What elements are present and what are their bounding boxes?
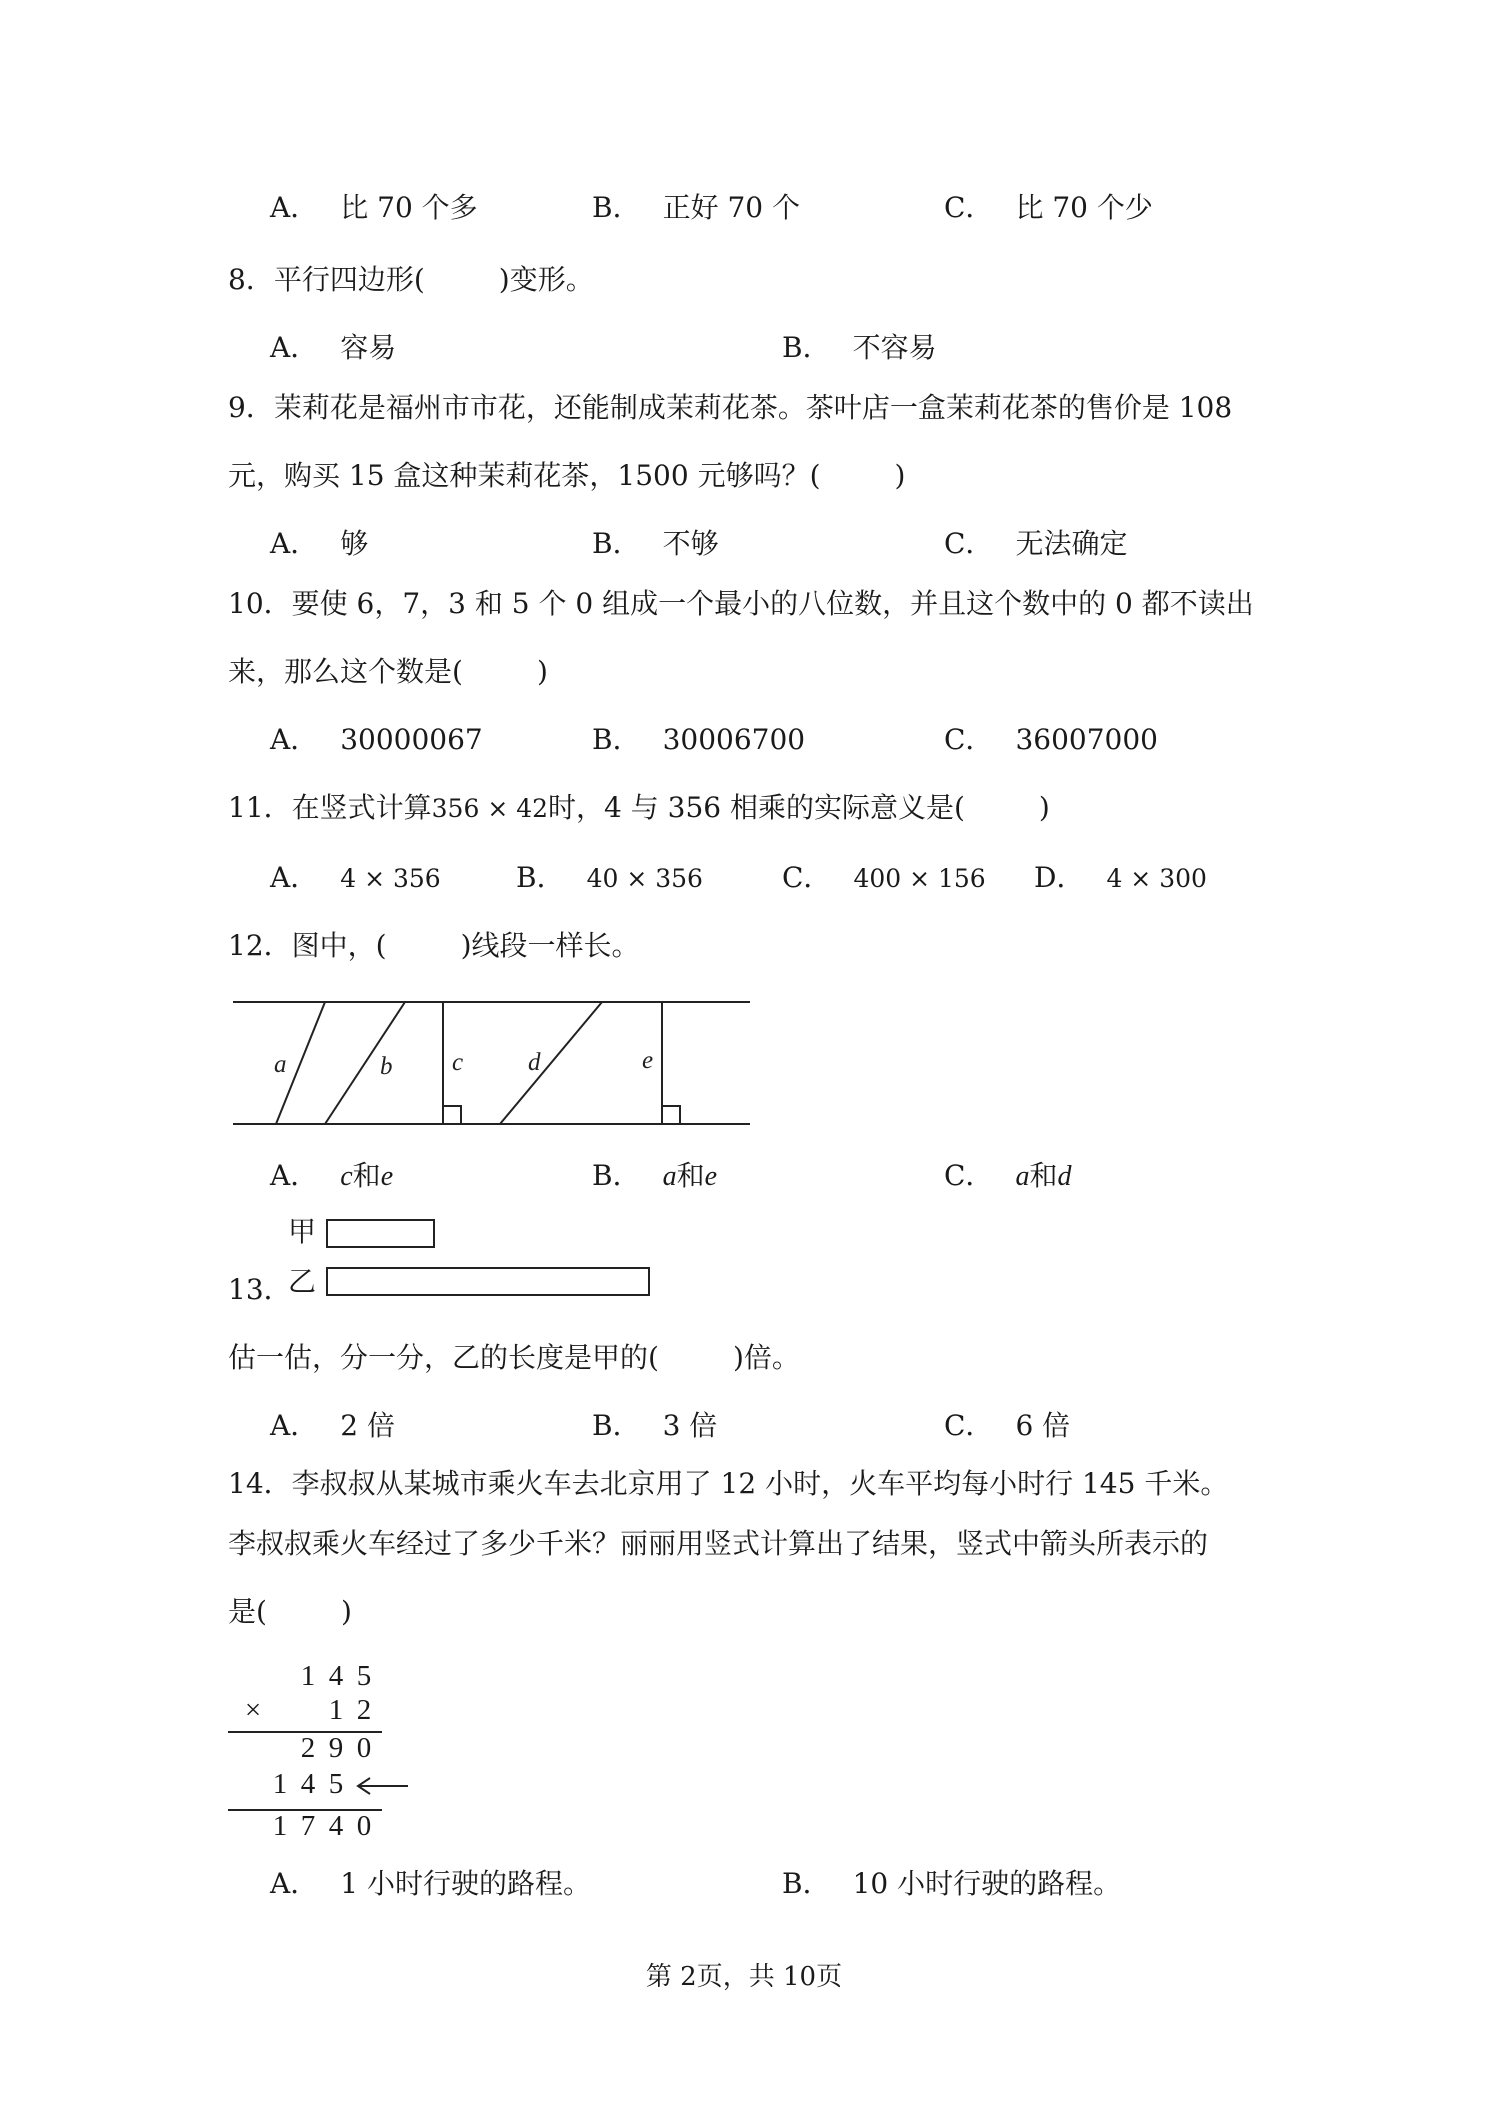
q13-option-a[interactable]: A． 2 倍 (270, 1409, 395, 1442)
right-angle-mark-c (443, 1106, 461, 1124)
label-jia: 甲 (288, 1215, 317, 1248)
partial2-digit: 1 (272, 1768, 288, 1800)
multiplier-digit: 2 (356, 1694, 372, 1726)
q14-stem-line3: 是( ) (228, 1595, 352, 1628)
segment-label-a: a (274, 1051, 287, 1078)
q10-option-a[interactable]: A． 30000067 (270, 723, 483, 756)
q12-option-c[interactable]: C． a和d (944, 1159, 1072, 1192)
result-digit: 1 (272, 1810, 288, 1842)
segment-label-c: c (452, 1049, 464, 1076)
q11-stem: 11．在竖式计算356 × 42时，4 与 356 相乘的实际意义是( ) (228, 791, 1050, 824)
partial1-digit: 9 (328, 1732, 344, 1764)
result-digit: 7 (300, 1810, 316, 1842)
q9-stem-line1: 9．茉莉花是福州市市花，还能制成茉莉花茶。茶叶店一盒茉莉花茶的售价是 108 (228, 391, 1233, 424)
multiplicand-digit: 1 (300, 1660, 316, 1692)
q7-option-b[interactable]: B． 正好 70 个 (592, 191, 801, 224)
q8-option-a[interactable]: A． 容易 (270, 331, 397, 364)
result-digit: 0 (356, 1810, 372, 1842)
partial1-digit: 2 (300, 1732, 316, 1764)
segment-d (500, 1002, 602, 1124)
segment-label-b: b (380, 1053, 393, 1080)
q10-option-c[interactable]: C． 36007000 (944, 723, 1158, 756)
q12-option-b[interactable]: B． a和e (592, 1159, 718, 1192)
q9-stem-line2: 元，购买 15 盒这种茉莉花茶，1500 元够吗？( ) (228, 459, 906, 492)
multiplier-digit: 1 (328, 1694, 344, 1726)
segment-label-e: e (642, 1047, 654, 1074)
q10-option-b[interactable]: B． 30006700 (592, 723, 806, 756)
q12-stem: 12．图中，( )线段一样长。 (228, 929, 640, 962)
multiplicand-digit: 4 (328, 1660, 344, 1692)
segment-b (325, 1002, 405, 1124)
q10-stem-line1: 10．要使 6，7，3 和 5 个 0 组成一个最小的八位数，并且这个数中的 0 都不读出 (228, 587, 1254, 620)
q11-option-b[interactable]: B． 40 × 356 (516, 861, 703, 894)
result-digit: 4 (328, 1810, 344, 1842)
segment-label-d: d (528, 1049, 541, 1076)
q13-number: 13． (228, 1273, 292, 1306)
q9-option-b[interactable]: B． 不够 (592, 527, 719, 560)
times-sign: × (244, 1694, 262, 1726)
multiplicand-digit: 5 (356, 1660, 372, 1692)
q13-option-c[interactable]: C． 6 倍 (944, 1409, 1071, 1442)
q11-option-c[interactable]: C． 400 × 156 (782, 861, 986, 894)
q11-option-d[interactable]: D． 4 × 300 (1034, 861, 1207, 894)
q9-option-c[interactable]: C． 无法确定 (944, 527, 1128, 560)
q7-option-a[interactable]: A． 比 70 个多 (270, 191, 478, 224)
q8-option-b[interactable]: B． 不容易 (782, 331, 937, 364)
partial2-digit: 4 (300, 1768, 316, 1800)
bar-jia (327, 1220, 434, 1247)
q10-stem-line2: 来，那么这个数是( ) (228, 655, 548, 688)
q13-stem: 估一估，分一分，乙的长度是甲的( )倍。 (228, 1341, 800, 1374)
q14-option-b[interactable]: B． 10 小时行驶的路程。 (782, 1867, 1122, 1900)
q8-stem: 8．平行四边形( )变形。 (228, 263, 594, 296)
partial1-digit: 0 (356, 1732, 372, 1764)
q11-option-a[interactable]: A． 4 × 356 (270, 861, 441, 894)
q7-option-c[interactable]: C． 比 70 个少 (944, 191, 1153, 224)
q9-option-a[interactable]: A． 够 (270, 527, 369, 560)
q13-option-b[interactable]: B． 3 倍 (592, 1409, 718, 1442)
partial2-digit: 5 (328, 1768, 344, 1800)
q14-stem-line2: 李叔叔乘火车经过了多少千米？丽丽用竖式计算出了结果，竖式中箭头所表示的 (228, 1527, 1209, 1560)
q14-stem-line1: 14．李叔叔从某城市乘火车去北京用了 12 小时，火车平均每小时行 145 千米。 (228, 1467, 1229, 1500)
bar-yi (327, 1268, 649, 1295)
page-footer: 第 2页，共 10页 (645, 1962, 843, 1992)
label-yi: 乙 (288, 1265, 317, 1298)
q12-option-a[interactable]: A． c和e (270, 1159, 394, 1192)
q14-option-a[interactable]: A． 1 小时行驶的路程。 (270, 1867, 591, 1900)
right-angle-mark-e (662, 1106, 680, 1124)
